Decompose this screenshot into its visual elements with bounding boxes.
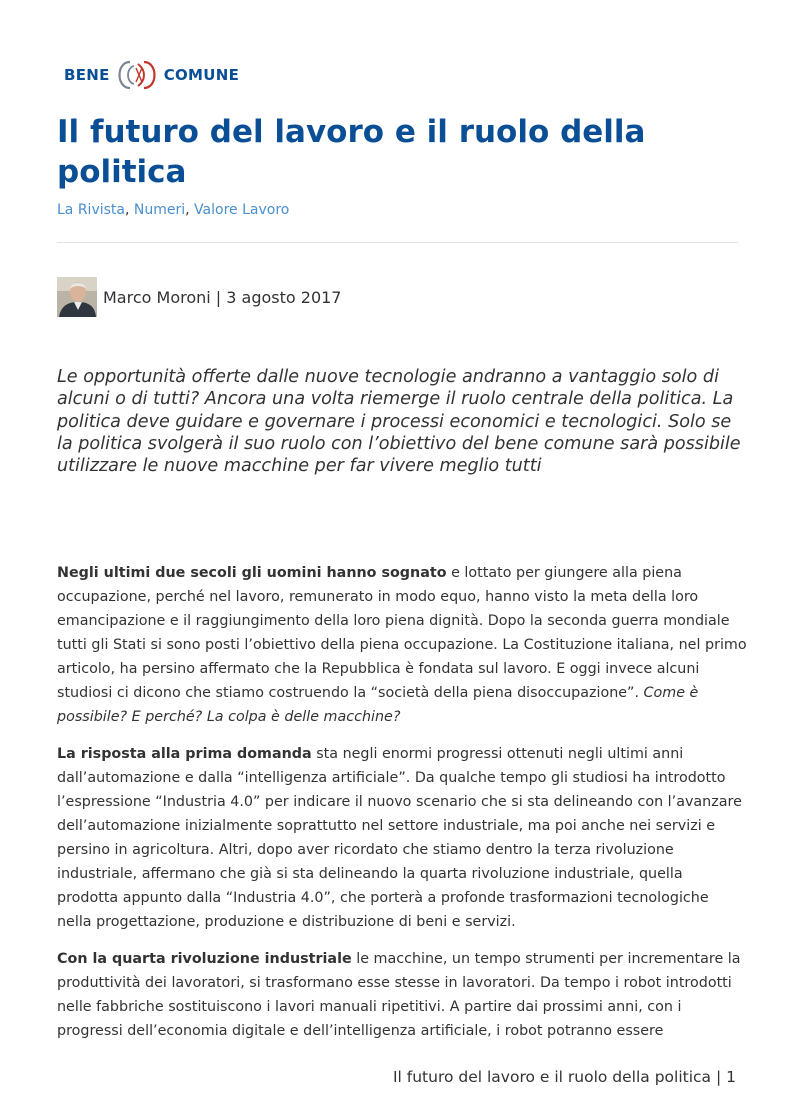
logo-mark-icon bbox=[108, 58, 166, 92]
body-paragraph bbox=[57, 561, 747, 729]
category-link-la-rivista[interactable]: La Rivista bbox=[57, 202, 125, 218]
paragraph-questions: Come è possibile? E perché? La colpa è delle macchine? bbox=[57, 685, 699, 725]
header-divider bbox=[57, 242, 738, 243]
article-lead: Le opportunità offerte dalle nuove tecnologie andranno a vantaggio solo di alcuni o di tutti? Ancora una volta riemerge il ruolo centrale della politica. La politica deve guidare e governare i processi economici e tecnologici. Solo se la politica svolgerà il suo ruolo con l’obiettivo del bene comune sarà possibile utilizzare le nuove macchine per far vivere meglio tutti bbox=[57, 367, 741, 477]
paragraph-lead-in: Negli ultimi due secoli gli uomini hanno sognato bbox=[57, 565, 447, 581]
category-link-numeri[interactable]: Numeri bbox=[133, 202, 186, 218]
article-title: Il futuro del lavoro e il ruolo della politica bbox=[57, 114, 646, 190]
paragraph-lead-in: Con la quarta rivoluzione industriale bbox=[57, 951, 352, 967]
paragraph-lead-in: La risposta alla prima domanda bbox=[57, 746, 312, 762]
author-avatar bbox=[57, 277, 97, 317]
byline: Marco Moroni | 3 agosto 2017 bbox=[103, 287, 342, 307]
body-paragraph bbox=[57, 947, 747, 1043]
paragraph-text: e lottato per giungere alla piena occupazione, perché nel lavoro, remunerato in modo equo, hanno visto la meta della loro emancipazione e il raggiungimento della loro piena dignità. Dopo la seconda guerra mondiale tutti gli Stati si sono posti l’obiettivo della piena occupazione. La Costituzione italiana, nel primo articolo, ha persino affermato che la Repubblica è fondata sul lavoro. E oggi invece alcuni studiosi ci dicono che stiamo costruendo la “società della piena disoccupazione”. bbox=[57, 565, 747, 701]
author-block bbox=[57, 277, 341, 317]
page-footer: Il futuro del lavoro e il ruolo della politica | 1 bbox=[392, 1068, 736, 1086]
category-link-valore-lavoro[interactable]: Valore Lavoro bbox=[194, 202, 290, 218]
article-body bbox=[57, 561, 747, 1056]
category-separator: , bbox=[124, 202, 134, 218]
logo-word-right: COMUNE bbox=[163, 66, 240, 84]
paragraph-text: le macchine, un tempo strumenti per incrementare la produttività dei lavoratori, si trasformano esse stesse in lavoratori. Da tempo i robot introdotti nelle fabbriche sostituiscono i lavori manuali ripetitivi. A partire dai prossimi anni, con i progressi dell’economia digitale e dell’intelligenza artificiale, i robot potranno essere bbox=[57, 951, 741, 1039]
author-photo-icon bbox=[57, 277, 97, 317]
site-logo[interactable] bbox=[64, 58, 239, 92]
category-separator: , bbox=[185, 202, 195, 218]
logo-word-left: BENE bbox=[64, 66, 110, 84]
body-paragraph bbox=[57, 742, 747, 934]
category-list bbox=[57, 202, 289, 218]
paragraph-text: sta negli enormi progressi ottenuti negli ultimi anni dall’automazione e dalla “intelligenza artificiale”. Da qualche tempo gli studiosi ha introdotto l’espressione “Industria 4.0” per indicare il nuovo scenario che si sta delineando con l’avanzare dell’automazione inizialmente soprattutto nel settore industriale, ma poi anche nei servizi e persino in agricoltura. Altri, dopo aver ricordato che stiamo dentro la terza rivoluzione industriale, affermano che già si sta delineando la quarta rivoluzione industriale, quella prodotta appunto dalla “Industria 4.0”, che porterà a profonde trasformazioni tecnologiche nella progettazione, produzione e distribuzione di beni e servizi. bbox=[57, 746, 742, 930]
